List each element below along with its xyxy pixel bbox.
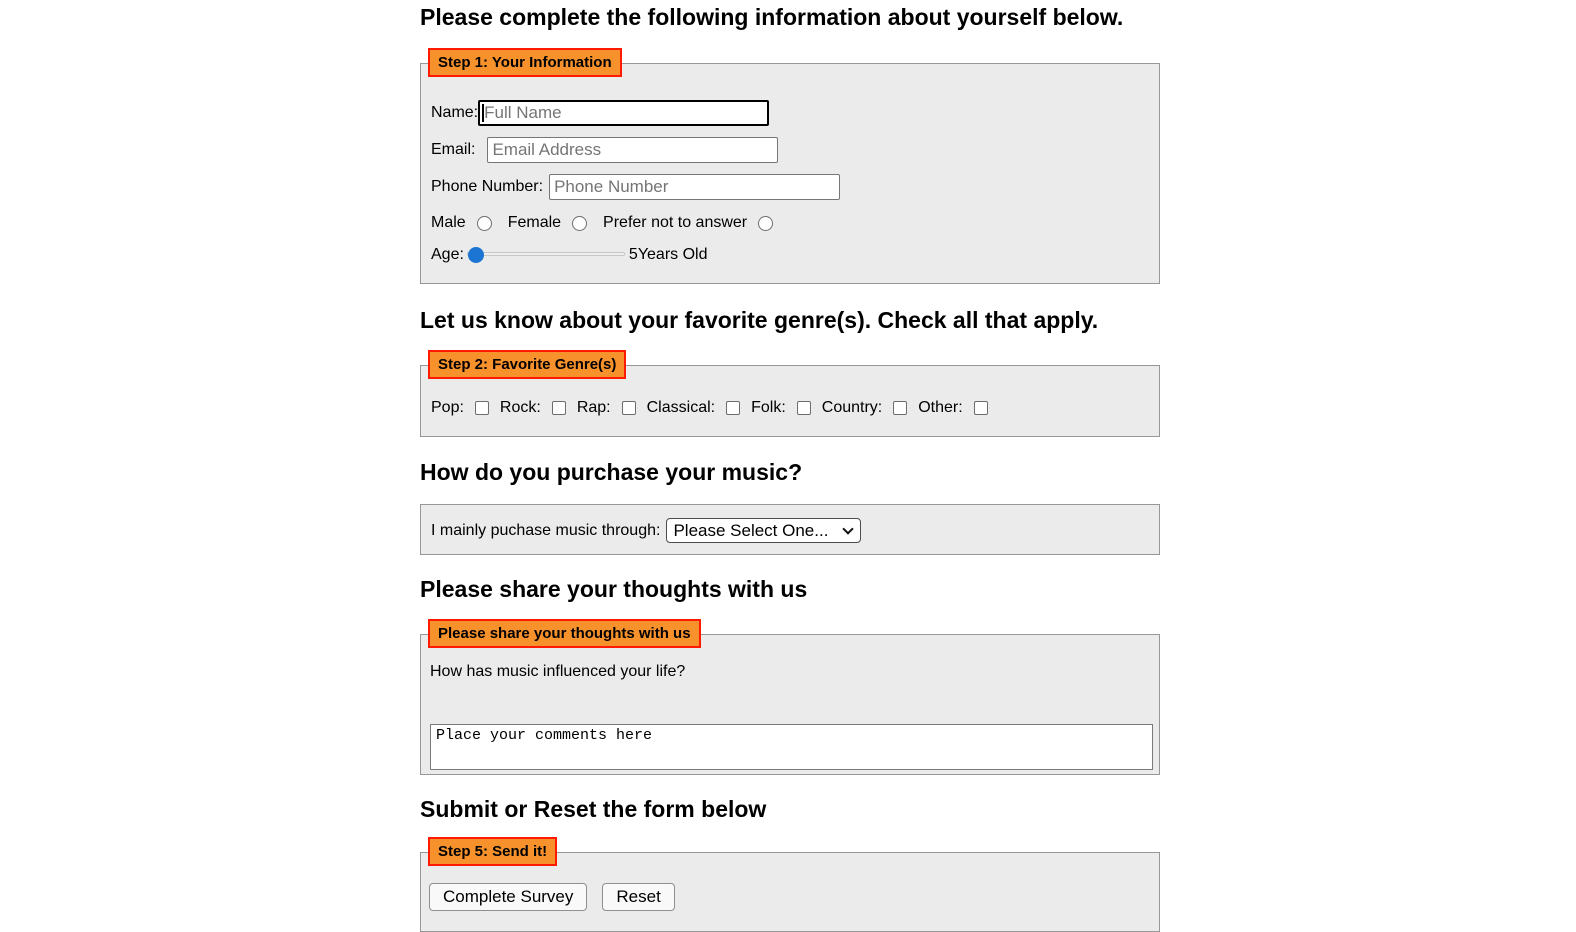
email-row <box>431 137 1149 163</box>
purchase-select-wrap <box>666 518 861 543</box>
male-label: Male <box>431 214 466 231</box>
fieldset-your-information <box>420 54 1160 284</box>
fieldset-purchase <box>420 504 1160 555</box>
fieldset-send <box>420 843 1160 932</box>
name-input-wrap <box>478 100 769 126</box>
pop-label: Pop: <box>431 399 464 416</box>
section-heading-submit: Submit or Reset the form below <box>420 796 767 822</box>
name-row <box>431 100 1149 126</box>
genre-item-other <box>918 399 987 417</box>
reset-button[interactable]: Reset <box>602 883 674 911</box>
email-label: Email: <box>431 141 476 158</box>
rock-checkbox[interactable] <box>552 401 566 415</box>
other-checkbox[interactable] <box>974 401 988 415</box>
age-row <box>431 246 1149 264</box>
legend-step1: Step 1: Your Information <box>428 48 622 77</box>
submit-button-row <box>429 883 1149 911</box>
rock-label: Rock: <box>499 399 541 416</box>
email-input-wrap <box>487 137 778 163</box>
age-slider-thumb[interactable] <box>468 247 484 263</box>
age-slider[interactable] <box>467 247 625 263</box>
genre-item-rap <box>577 399 636 417</box>
classical-checkbox[interactable] <box>726 401 740 415</box>
folk-label: Folk: <box>751 399 786 416</box>
purchase-select[interactable] <box>666 518 861 543</box>
purchase-label: I mainly puchase music through: <box>431 521 661 539</box>
legend-thoughts: Please share your thoughts with us <box>428 619 701 648</box>
legend-step5: Step 5: Send it! <box>428 837 557 866</box>
rap-checkbox[interactable] <box>622 401 636 415</box>
age-label: Age: <box>431 246 464 263</box>
age-suffix: Years Old <box>637 246 708 263</box>
pop-checkbox[interactable] <box>475 401 489 415</box>
genre-item-folk <box>751 399 811 417</box>
genre-item-pop <box>431 399 489 417</box>
section-heading-purchase: How do you purchase your music? <box>420 459 803 485</box>
rap-label: Rap: <box>576 399 611 416</box>
genre-item-classical <box>647 399 740 417</box>
female-label: Female <box>507 214 562 231</box>
phone-field[interactable] <box>549 174 840 200</box>
prefer-not-radio[interactable] <box>758 216 773 231</box>
fieldset-favorite-genres <box>420 356 1160 437</box>
age-output <box>629 246 708 264</box>
phone-label: Phone Number: <box>431 178 544 195</box>
text-cursor <box>482 104 484 122</box>
purchase-row <box>431 518 1149 543</box>
section-heading-thoughts: Please share your thoughts with us <box>420 576 808 602</box>
survey-form <box>420 5 1161 932</box>
prefer-not-label: Prefer not to answer <box>603 214 748 231</box>
other-label: Other: <box>918 399 963 416</box>
name-field[interactable] <box>478 100 769 126</box>
country-label: Country: <box>821 399 883 416</box>
email-field[interactable] <box>487 137 778 163</box>
comments-textarea[interactable] <box>430 724 1153 770</box>
male-radio[interactable] <box>477 216 492 231</box>
section-heading-genres: Let us know about your favorite genre(s). Check all that apply. <box>420 307 1099 333</box>
legend-step2: Step 2: Favorite Genre(s) <box>428 350 626 379</box>
age-slider-track <box>467 252 625 256</box>
phone-row <box>431 174 1149 200</box>
genre-item-country <box>822 399 907 417</box>
phone-input-wrap <box>549 174 840 200</box>
gender-option-male <box>431 214 492 232</box>
age-value: 5 <box>628 246 638 263</box>
gender-option-prefer-not <box>603 214 773 232</box>
music-influence-question: How has music influenced your life? <box>430 663 686 680</box>
gender-radio-group <box>431 214 1149 232</box>
genre-checkbox-row <box>431 399 1149 417</box>
fieldset-thoughts <box>420 625 1160 775</box>
name-label: Name: <box>431 104 479 121</box>
female-radio[interactable] <box>572 216 587 231</box>
genre-item-rock <box>500 399 566 417</box>
classical-label: Classical: <box>646 399 716 416</box>
section-heading-your-information: Please complete the following information about yourself below. <box>420 4 1124 30</box>
folk-checkbox[interactable] <box>797 401 811 415</box>
gender-option-female <box>508 214 587 232</box>
country-checkbox[interactable] <box>893 401 907 415</box>
complete-survey-button[interactable]: Complete Survey <box>429 883 587 911</box>
